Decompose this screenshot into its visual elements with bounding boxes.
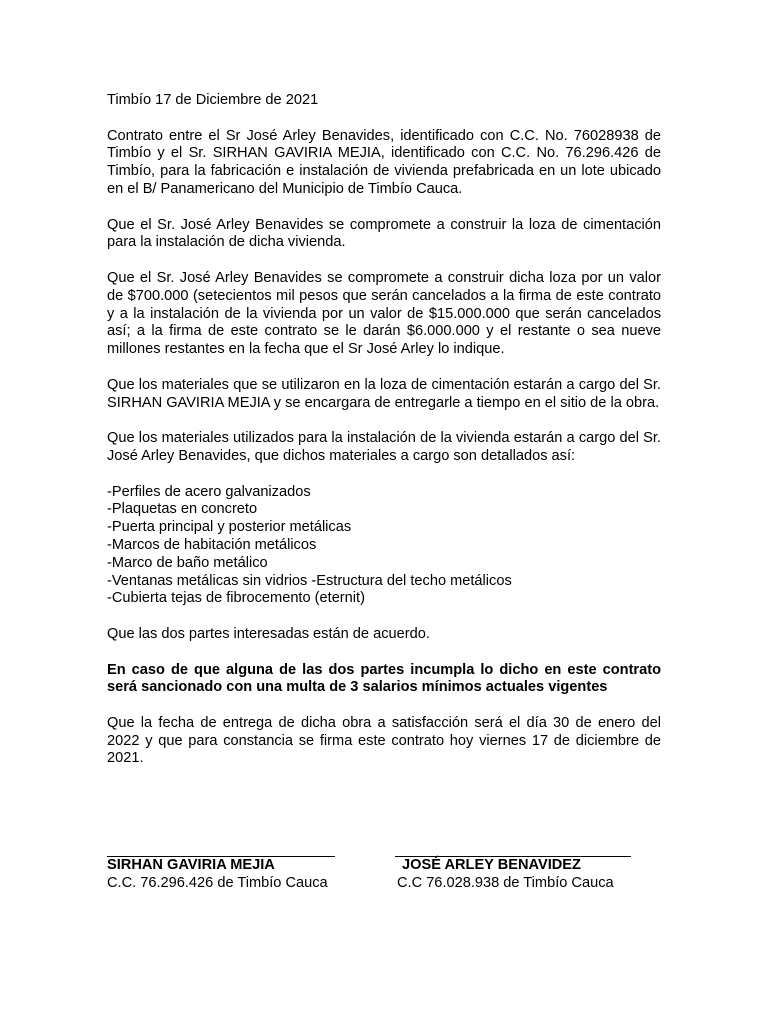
list-item: -Marco de baño metálico	[107, 554, 268, 571]
list-item: -Marcos de habitación metálicos	[107, 536, 317, 553]
foundation-commitment-paragraph: Que el Sr. José Arley Benavides se compromete a construir la loza de cimentación para la instalación de dicha vivienda.	[107, 216, 661, 251]
list-item: -Ventanas metálicas sin vidrios -Estructura del techo metálicos	[107, 572, 512, 589]
house-materials-paragraph: Que los materiales utilizados para la instalación de la vivienda estarán a cargo del Sr. José Arley Benavides, que dichos materiales a cargo son detallados así:	[107, 430, 661, 464]
contract-document	[107, 92, 661, 786]
list-item: -Plaquetas en concreto	[107, 501, 258, 518]
date-line: Timbío 17 de Diciembre de 2021	[107, 92, 319, 108]
closing-paragraph: Que la fecha de entrega de dicha obra a satisfacción será el día 30 de enero del 2022 y que para constancia se firma este contrato hoy viernes 17 de diciembre de 2021.	[107, 714, 661, 767]
signer-name: SIRHAN GAVIRIA MEJIA	[107, 857, 275, 873]
signer-id: C.C 76.028.938 de Timbío Cauca	[397, 874, 614, 891]
contract-intro-paragraph: Contrato entre el Sr José Arley Benavides, identificado con C.C. No. 76028938 de Timbío y el Sr. SIRHAN GAVIRIA MEJIA, identificado con C.C. No. 76.296.426 de Timbío, para la fabricación e instalación de vivienda prefabricada en un lote ubicado en el B/ Panamericano del Municipio de Timbío Cauca.	[107, 127, 661, 197]
list-item: -Perfiles de acero galvanizados	[107, 483, 311, 500]
signature-block-right	[395, 840, 631, 893]
signer-id: C.C. 76.296.426 de Timbío Cauca	[107, 874, 328, 891]
penalty-clause: En caso de que alguna de las dos partes incumpla lo dicho en este contrato será sancionado con una multa de 3 salarios mínimos actuales vigentes	[107, 661, 661, 696]
foundation-materials-paragraph: Que los materiales que se utilizaron en la loza de cimentación estarán a cargo del Sr. SIRHAN GAVIRIA MEJIA y se encargara de entregarle a tiempo en el sitio de la obra.	[107, 376, 661, 411]
materials-list	[107, 484, 661, 609]
list-item: -Cubierta tejas de fibrocemento (eternit)	[107, 590, 365, 607]
list-item: -Puerta principal y posterior metálicas	[107, 519, 352, 536]
signer-name: JOSÉ ARLEY BENAVIDEZ	[402, 857, 581, 873]
signature-block-left	[107, 840, 335, 893]
payment-terms-paragraph: Que el Sr. José Arley Benavides se compromete a construir dicha loza por un valor de $700.000 (setecientos mil pesos que serán cancelados a la firma de este contrato y a la instalación de la vivienda por un valor de $15.000.000 que serán cancelados así; a la firma de este contrato se le darán $6.000.000 y el restante o sea nueve millones restantes en la fecha que el Sr José Arley lo indique.	[107, 269, 661, 358]
agreement-paragraph: Que las dos partes interesadas están de acuerdo.	[107, 625, 430, 642]
